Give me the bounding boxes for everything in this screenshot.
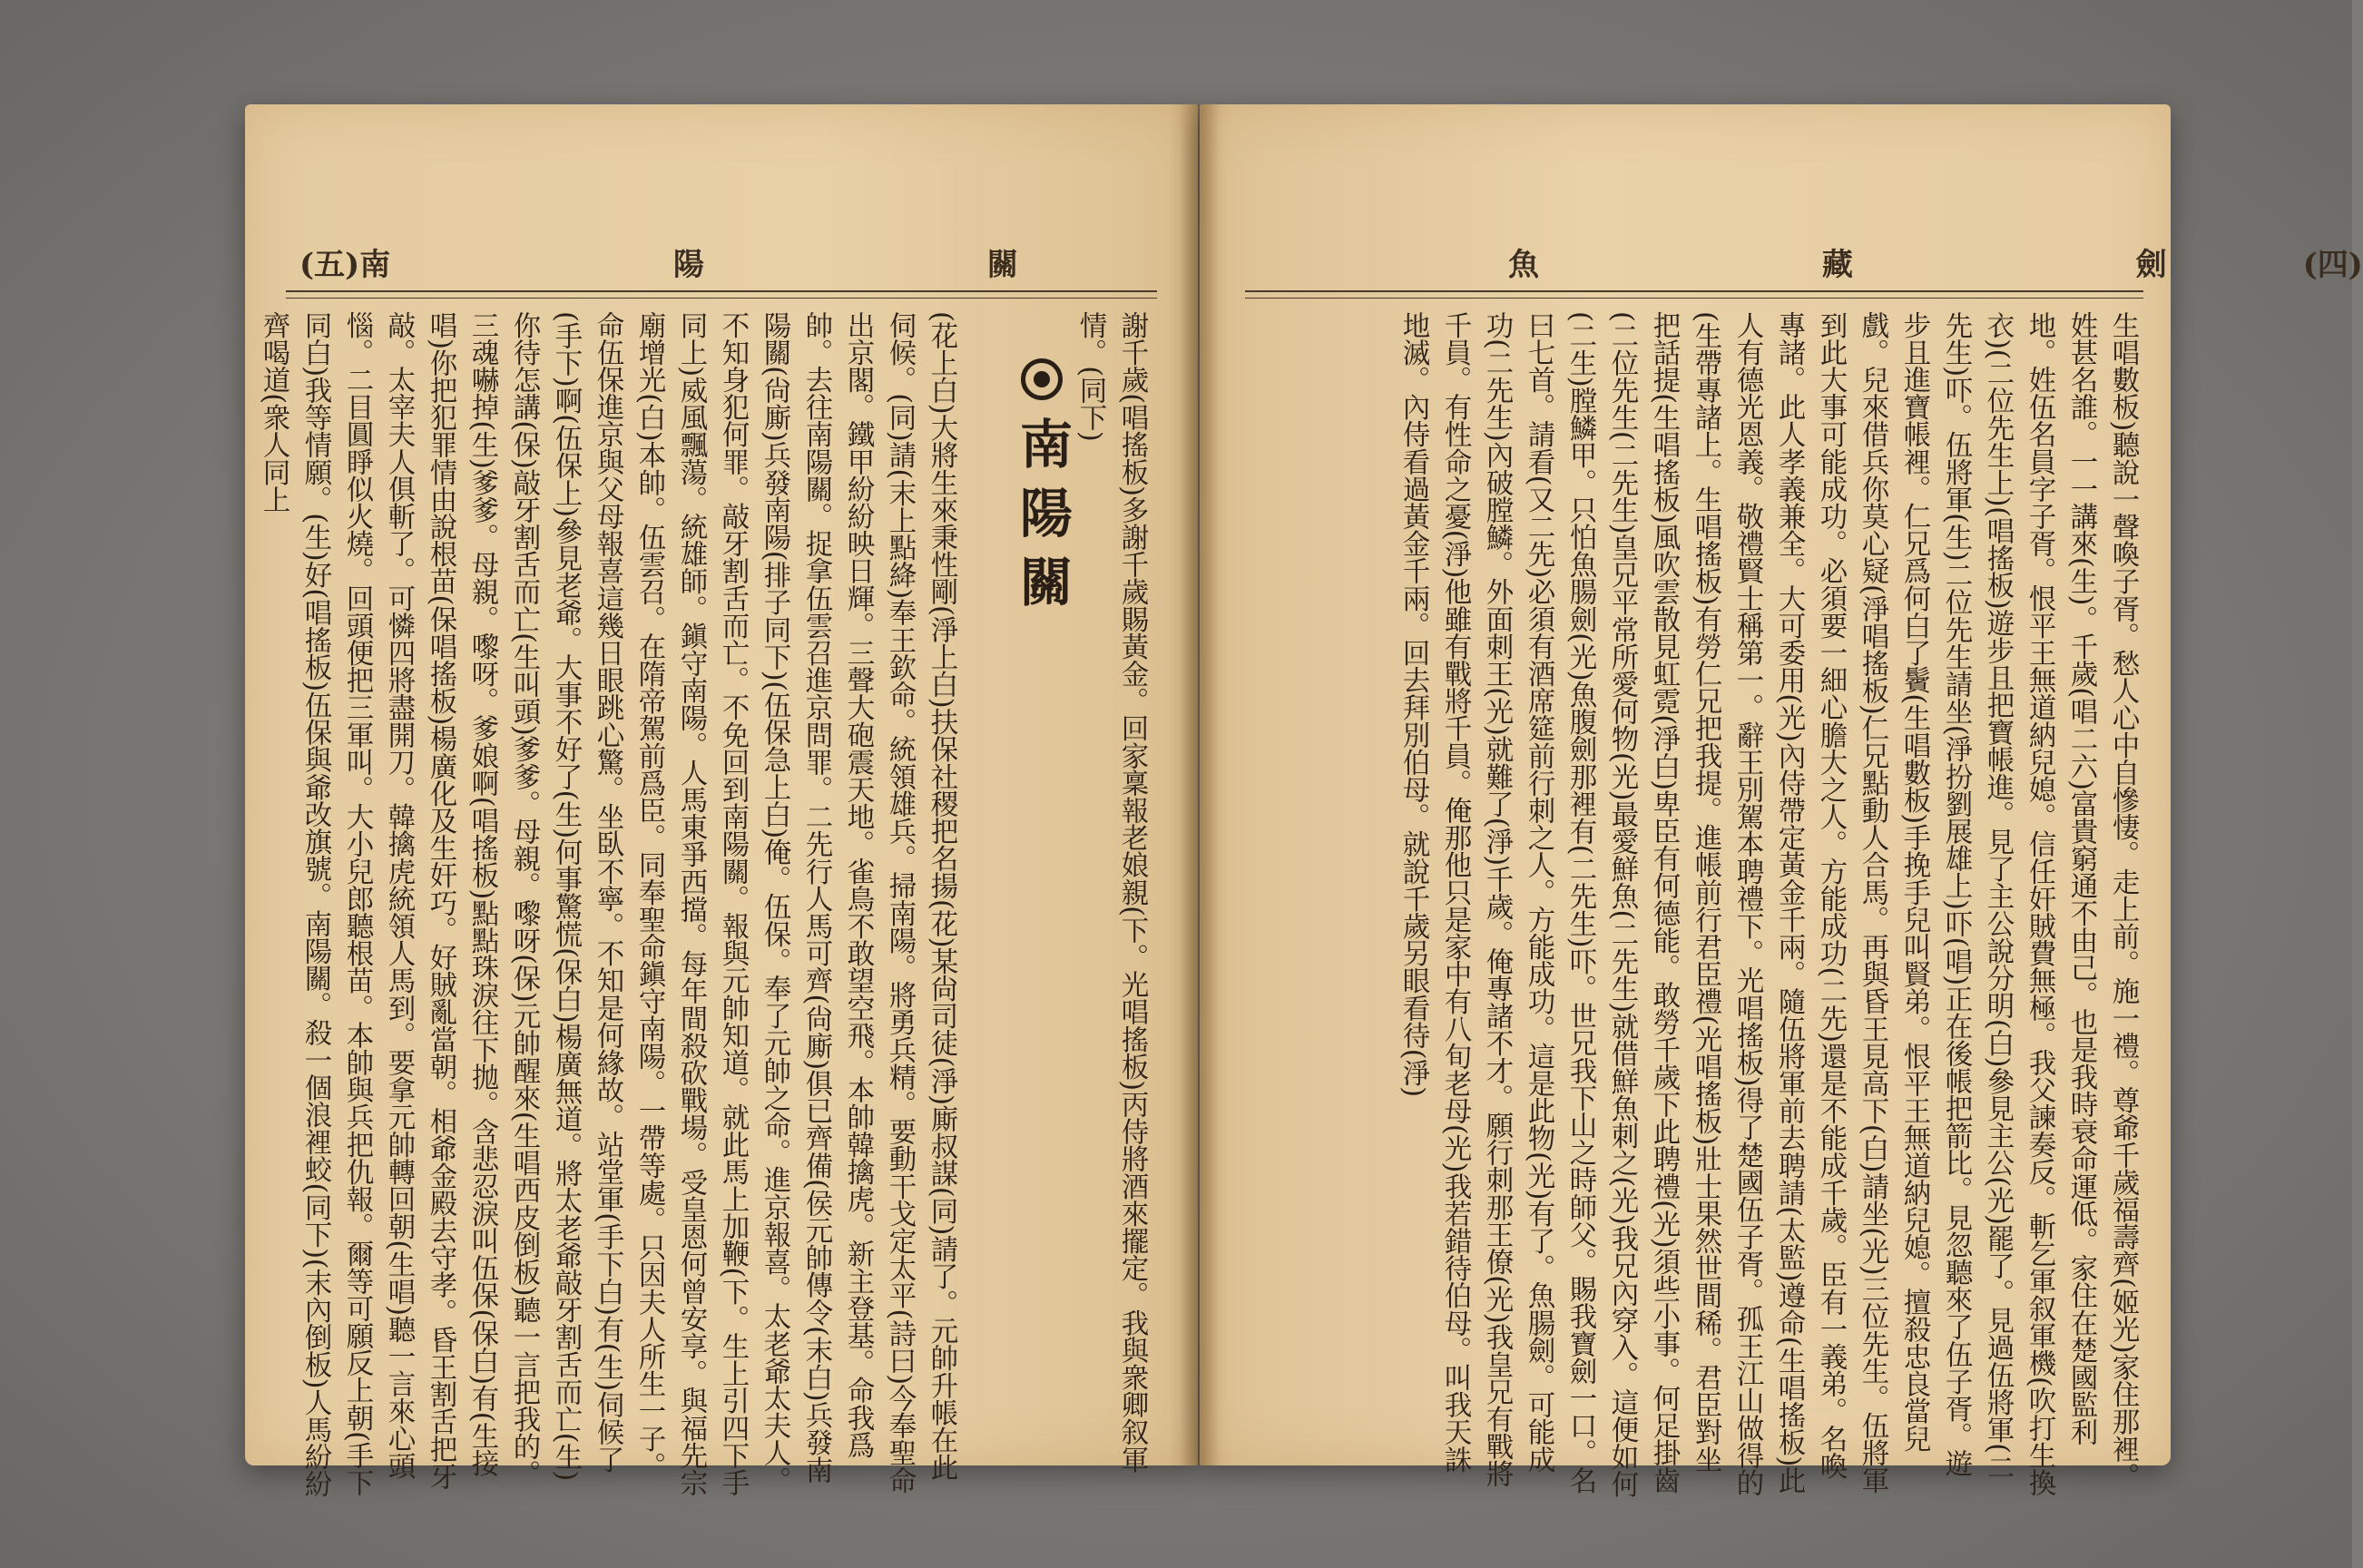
page-number-right: (四): [2302, 246, 2363, 283]
header-rule-right: [1245, 290, 2143, 299]
left-page-header: [281, 230, 1180, 293]
left-body-text: (花上白)大將生來秉性剛(淨上白)扶保社稷把名揚(花)某尙司徒(淨)廝叔謀(同)請了。元帥升帳在此伺候。(同)請(末上點絳)奉王欽命。統領雄兵。掃南陽。將勇兵精。要動干戈定太平(詩曰)今奉聖命出京閣。鐵甲紛紛映日輝。三聲大砲震天地。雀鳥不敢望空飛。本帥韓擒虎。新主登基。命我爲帥。去往南陽關。捉拿伍雲召進京問罪。二先行人馬可齊(尙廝)俱已齊備(侯元帥傳令(末白)兵發南陽關(尙廝)兵發南陽(排子同下)(伍保急上白)俺。伍保。奉了元帥之命。進京報喜。太老爺太夫人。不知身犯何罪。敲牙割舌而亡。不免回到南陽關。報與元帥知道。就此馬上加鞭(下。生上引四下手同上)威風飄蕩。統雄師。鎭守南陽。人馬東爭西擋。每年間殺砍戰場。受皇恩何曾安享。與福先宗廟增光(白)本帥。伍雲召。在隋帝駕前爲臣。同奉聖命鎭守南陽。一帶等處。只因夫人所生一子。命伍保進京與父母報喜這幾日眼跳心驚。坐臥不寧。不知是何緣故。站堂軍(手下白)有(生)伺候了(手下)啊(伍保上)參見老爺。大事不好了(生)何事驚慌(保白)楊廣無道。將太老爺敲牙割舌而亡(生)你待怎講(保)敲牙割舌而亡(生叫頭)爹爹。母親。嚟呀(保)元帥醒來(生唱西皮倒板)聽一言把我的。三魂嚇掉(生)爹爹。母親。嚟呀。爹娘啊(唱搖板)點點珠淚往下拋。含悲忍淚叫伍保(保白)有(生接唱)你把犯罪情由說根苗(保唱搖板)楊廣化及生奸巧。好賊亂當朝。相爺金殿去守孝。昏王割舌把牙敲。太宰夫人俱斬了。可憐四將盡開刀。韓擒虎統領人馬到。要拿元帥轉回朝(生唱)聽一言來心頭惱。二目圓睜似火燒。回頭便把三軍叫。大小兒郎聽根苗。本帥與兵把仇報。爾等可願反上朝(手下同白)我等情願。(生)好(唱搖板)伍保與爺改旗號。南陽關。殺一個浪裡蛟(同下)(末內倒板)人馬紛紛齊喝道(衆人同上: [258, 311, 957, 1498]
section-title: 南陽關: [1011, 416, 1073, 623]
page-number-left: (五): [299, 246, 360, 283]
left-page: [245, 104, 1198, 1498]
running-title-right: 魚 藏 劍: [1508, 246, 2303, 283]
right-body-text: 生唱數板)聽說一聲喚子胥。愁人心中自慘悽。走上前。施一禮。尊爺千歲福壽齊(姬光)家住那裡。姓甚名誰。一一講來(生)。千歲(唱二六)富貴窮通不由己。也是我時衰命運低。家住在楚國監利地。姓伍名員字子胥。恨平王無道納兒媳。信任奸賊費無極。我父諫奏反。斬乞軍叙軍機(吹打生換衣)(二位先生上)(唱搖板)遊步且把寶帳進。見了主公說分明(白)參見主公(光)罷了。見過伍將軍(二先生)吓。伍將軍(生)二位先生請坐(淨扮劉展雄上)吓(唱)正在後帳把箭比。見忽聽來了伍子胥。遊步且進寶帳裡。仁兄爲何白了鬢(生唱數板)手挽手兒叫賢弟。恨平王無道納兒媳。擅殺忠良當兒戲。兒來借兵你莫心疑(淨唱搖板)仁兄點動人合馬。再與昏王見高下(白)請坐(光)三位先生。伍將軍到此大事可能成功。必須要一細心膽大之人。方能成功(二先)還是不能成千歲。臣有一義弟。名喚專諸。此人孝義兼全。大可委用(光)內侍帶定黃金千兩。隨伍將軍前去聘請(太監)遵命(生唱搖板)此人有德光恩義。敬禮賢士稱第一。辭王別駕本聘禮下。光唱搖板)得了楚國伍子胥。孤王江山做得的(生帶專諸上。生唱搖板)有勞仁兄把我提。進帳前行君臣禮(光唱搖板)壯士果然世間稀。君臣對坐把話提(生唱搖板)風吹雲散見虹霓(淨白)卑臣有何德能。敢勞千歲下此聘禮(光)須些小事。何足掛齒(二位先生(二先生)皇兄平常所愛何物(光)最愛鮮魚(二先生)就借鮮魚刺之(光)我兄內穿入。這便如何(二生)膛鱗甲。只怕魚腸劍(光)魚腹劍那裡有(二先生)吓。世兄我下山之時師父。賜我寶劍一口。名曰七首。請看(又二先)必須有酒席筵前行刺之人。方能成功。這是此物(光)有了。魚腸劍。可能成功(二先生)內破膛鱗。外面刺王(光)就難了(淨)千歲。俺專諸不才。願行刺那王僚(光)我皇兄有戰將千員。有性命之憂(淨)他雖有戰將千員。俺那他只是家中有八旬老母(光)我若錯待伯母。叫我天誅地滅。內侍看過黃金千兩。回去拜別伯母。就說千歲另眼看待(淨): [1397, 311, 2139, 1498]
header-rule-left: [286, 290, 1157, 299]
opening-text: 謝千歲(唱搖板)多謝千歲賜黃金。回家稟報老娘親(下。光唱搖板)丙侍將酒來擺定。我與衆卿叙軍情。(同下): [1074, 311, 1148, 1474]
right-page: [1200, 104, 2363, 1498]
running-title-left: 南 陽 關: [359, 246, 1154, 283]
opening-text-columns: [1044, 311, 1152, 1500]
book-gutter: [1180, 104, 1220, 1465]
right-page-header: [1236, 230, 2363, 293]
left-body-columns: [258, 311, 962, 1500]
right-body-columns: [1309, 311, 2143, 1500]
